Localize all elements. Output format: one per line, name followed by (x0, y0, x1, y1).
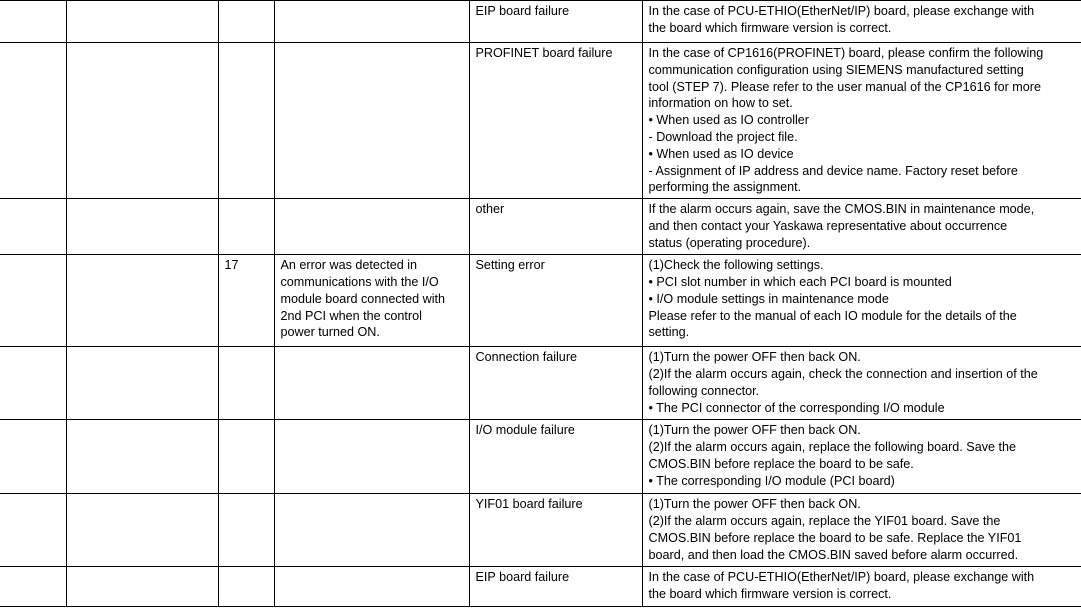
description-line: power turned ON. (280, 325, 380, 340)
remedy-cell (642, 199, 1081, 255)
remedy-line: tool (STEP 7). Please refer to the user manual of the CP1616 for more (648, 79, 1041, 94)
alarm-code: 17 (224, 258, 239, 273)
remedy-line: • When used as IO device (648, 146, 794, 161)
remedy-line: • I/O module settings in maintenance mode (648, 291, 889, 306)
description-line: communications with the I/O (280, 274, 439, 289)
alarm-code-cell (218, 420, 274, 494)
blank-cell (0, 420, 66, 494)
blank-cell (0, 255, 66, 347)
description-cell (274, 199, 469, 255)
remedy-cell (642, 420, 1081, 494)
description-cell (274, 43, 469, 199)
alarm-code-cell (218, 494, 274, 567)
description-line: 2nd PCI when the control (280, 308, 422, 323)
remedy-line: (1)Turn the power OFF then back ON. (648, 497, 861, 512)
remedy-line: performing the assignment. (648, 180, 802, 195)
table-row (0, 255, 1081, 347)
table-row (0, 567, 1081, 607)
description-cell (274, 347, 469, 420)
remedy-line: • The PCI connector of the corresponding I/O module (648, 400, 945, 415)
table-row (0, 43, 1081, 199)
description-line: An error was detected in (280, 258, 418, 273)
cause-cell (469, 255, 642, 347)
remedy-cell (642, 567, 1081, 607)
remedy-cell (642, 494, 1081, 567)
blank-cell (66, 43, 218, 199)
remedy-cell (642, 347, 1081, 420)
table-row (0, 347, 1081, 420)
cause-cell (469, 1, 642, 43)
blank-cell (0, 567, 66, 607)
cause-text: I/O module failure (475, 423, 575, 438)
cause-text: Connection failure (475, 350, 578, 365)
blank-cell (66, 199, 218, 255)
remedy-line: (2)If the alarm occurs again, replace the YIF01 board. Save the (648, 513, 1001, 528)
cause-cell (469, 199, 642, 255)
description-cell (274, 494, 469, 567)
blank-cell (66, 1, 218, 43)
cause-text: EIP board failure (475, 570, 570, 585)
remedy-line: (1)Turn the power OFF then back ON. (648, 350, 861, 365)
remedy-line: (1)Turn the power OFF then back ON. (648, 423, 861, 438)
remedy-cell (642, 43, 1081, 199)
alarm-code-cell (218, 567, 274, 607)
blank-cell (0, 199, 66, 255)
description-cell (274, 255, 469, 347)
cause-text: Setting error (475, 258, 545, 273)
table-row (0, 199, 1081, 255)
remedy-line: and then contact your Yaskawa representative about occurrence (648, 218, 1008, 233)
description-line: module board connected with (280, 291, 446, 306)
remedy-line: (2)If the alarm occurs again, check the connection and insertion of the (648, 366, 1038, 381)
description-cell (274, 567, 469, 607)
remedy-line: In the case of PCU-ETHIO(EtherNet/IP) board, please exchange with (648, 570, 1035, 585)
remedy-line: following connector. (648, 383, 760, 398)
blank-cell (66, 255, 218, 347)
remedy-line: If the alarm occurs again, save the CMOS.BIN in maintenance mode, (648, 202, 1035, 217)
remedy-line: • PCI slot number in which each PCI board is mounted (648, 274, 952, 289)
remedy-line: - Assignment of IP address and device name. Factory reset before (648, 163, 1018, 178)
remedy-line: - Download the project file. (648, 129, 798, 144)
remedy-line: Please refer to the manual of each IO module for the details of the (648, 308, 1017, 323)
alarm-code-cell (218, 199, 274, 255)
remedy-cell (642, 1, 1081, 43)
cause-cell (469, 494, 642, 567)
table-row (0, 494, 1081, 567)
cause-text: PROFINET board failure (475, 46, 613, 60)
description-cell (274, 420, 469, 494)
cause-cell (469, 43, 642, 199)
alarm-code-cell (218, 1, 274, 43)
blank-cell (66, 494, 218, 567)
cause-cell (469, 347, 642, 420)
blank-cell (0, 43, 66, 199)
table-body (0, 1, 1081, 607)
cause-cell (469, 567, 642, 607)
remedy-line: status (operating procedure). (648, 235, 811, 250)
remedy-line: communication configuration using SIEMENS manufactured setting (648, 62, 1024, 77)
remedy-cell (642, 255, 1081, 347)
cause-text: YIF01 board failure (475, 497, 583, 512)
blank-cell (66, 347, 218, 420)
blank-cell (66, 420, 218, 494)
remedy-line: CMOS.BIN before replace the board to be safe. Replace the YIF01 (648, 530, 1022, 545)
remedy-line: information on how to set. (648, 96, 793, 111)
remedy-line: (2)If the alarm occurs again, replace the following board. Save the (648, 439, 1017, 454)
table-row (0, 1, 1081, 43)
remedy-line: In the case of PCU-ETHIO(EtherNet/IP) board, please exchange with (648, 4, 1035, 18)
cause-cell (469, 420, 642, 494)
description-cell (274, 1, 469, 43)
remedy-line: setting. (648, 325, 690, 340)
remedy-line: the board which firmware version is correct. (648, 20, 892, 35)
blank-cell (0, 1, 66, 43)
blank-cell (0, 494, 66, 567)
remedy-line: board, and then load the CMOS.BIN saved before alarm occurred. (648, 547, 1019, 562)
alarm-code-cell (218, 347, 274, 420)
remedy-line: (1)Check the following settings. (648, 258, 824, 273)
alarm-code-cell (218, 43, 274, 199)
remedy-line: • When used as IO controller (648, 113, 810, 128)
remedy-line: In the case of CP1616(PROFINET) board, please confirm the following (648, 46, 1044, 60)
remedy-line: CMOS.BIN before replace the board to be safe. (648, 456, 914, 471)
alarm-code-cell (218, 255, 274, 347)
table-row (0, 420, 1081, 494)
cause-text: EIP board failure (475, 4, 570, 18)
remedy-line: • The corresponding I/O module (PCI board) (648, 473, 895, 488)
blank-cell (66, 567, 218, 607)
blank-cell (0, 347, 66, 420)
cause-text: other (475, 202, 505, 217)
remedy-line: the board which firmware version is correct. (648, 586, 892, 601)
